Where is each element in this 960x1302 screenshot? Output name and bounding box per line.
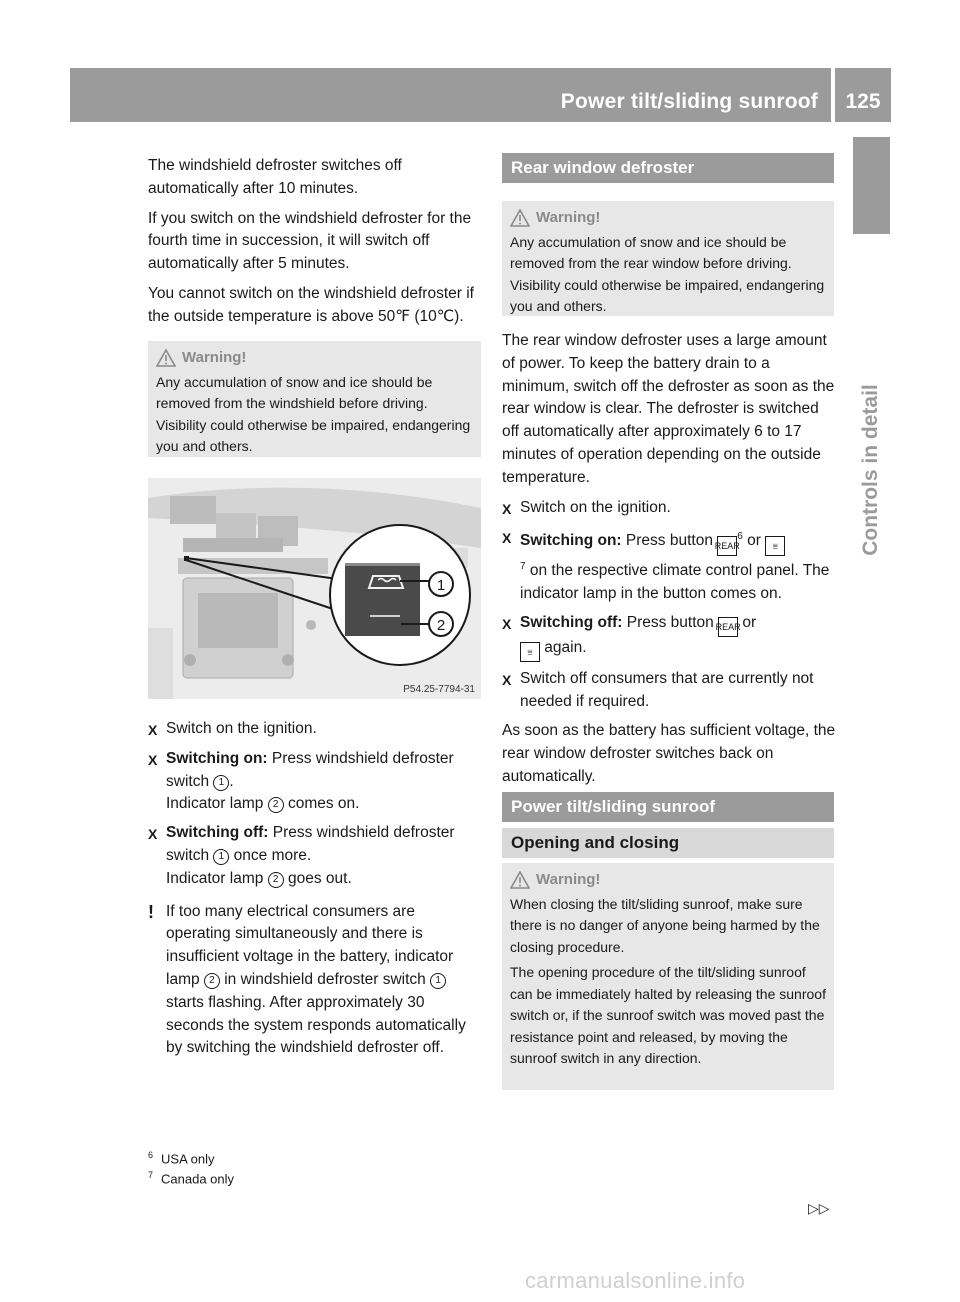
warning-label: Warning! bbox=[536, 209, 601, 226]
paragraph: If you switch on the windshield defroster for the fourth time in succession, it will switch off automatically after 5 minutes. bbox=[148, 209, 472, 273]
paragraph: You cannot switch on the windshield defroster if the outside temperature is above 50℉ (10℃). bbox=[148, 284, 474, 325]
note-block bbox=[148, 901, 482, 1061]
paragraph: As soon as the battery has sufficient voltage, the rear window defroster switches back on automatically. bbox=[502, 722, 836, 785]
chapter-tab-label: Controls in detail bbox=[859, 384, 882, 556]
step-text: Switch on the ignition. bbox=[166, 720, 317, 737]
step-marker-icon: X bbox=[148, 826, 158, 843]
step-marker-icon: X bbox=[502, 672, 512, 689]
warning-triangle-icon bbox=[510, 871, 530, 889]
step-text: Switching on: Press button REAR$^6$ or ⩸ $^7$ on the respective climate control panel. The indicator lamp in the button comes on. bbox=[520, 531, 830, 602]
rear-window-heat-icon: ⩸ bbox=[520, 642, 540, 662]
step-text: Switch on the ignition. bbox=[520, 498, 671, 516]
step-item bbox=[502, 612, 836, 663]
warning-triangle-icon bbox=[156, 349, 176, 367]
callout-1: 1 bbox=[436, 577, 446, 594]
section-heading: Power tilt/sliding sunroof bbox=[502, 792, 834, 822]
warning-triangle-icon bbox=[510, 209, 530, 227]
step-item bbox=[148, 718, 482, 742]
warning-box bbox=[148, 341, 481, 457]
footnote: $^7$ Canada only bbox=[148, 1170, 235, 1187]
subsection-heading: Opening and closing bbox=[502, 828, 834, 858]
step-marker-icon: X bbox=[502, 530, 512, 547]
step-marker-icon: X bbox=[148, 722, 158, 738]
callout-ref-1: 1 bbox=[213, 775, 229, 791]
left-steps bbox=[148, 718, 482, 1060]
section-heading: Rear window defroster bbox=[502, 153, 834, 183]
rear-window-heat-icon: ⩸ bbox=[765, 536, 785, 556]
right-column-body bbox=[502, 330, 836, 795]
warning-text: Any accumulation of snow and ice should be removed from the windshield before driving. Visibility could otherwise be impaired, endangering you and others. bbox=[156, 373, 471, 454]
rear-defrost-button-icon: REAR bbox=[718, 617, 738, 637]
rear-defrost-button-icon: REAR bbox=[717, 536, 737, 556]
step-text: Switching off: Press button REAR or ⩸ again. bbox=[520, 612, 836, 663]
step-item bbox=[502, 668, 836, 714]
paragraph: The rear window defroster uses a large amount of power. To keep the battery drain to a minimum, switch off the defroster as soon as the rear window is clear. The defroster is switched off automatically after approximately 6 to 17 minutes of operation depending on the outside temperature. bbox=[502, 332, 835, 486]
callout-ref-2: 2 bbox=[268, 797, 284, 813]
warning-text: When closing the tilt/sliding sunroof, make sure there is no danger of anyone being harmed by the closing procedure. bbox=[510, 895, 820, 955]
step-item bbox=[502, 526, 836, 605]
note-exclamation-icon: ! bbox=[148, 901, 154, 922]
warning-text: The opening procedure of the tilt/sliding sunroof can be immediately halted by releasing the sunroof switch or, if the sunroof switch was moved past the resistance point and released, by moving the sunroof switch in any direction. bbox=[510, 964, 826, 1066]
step-item bbox=[502, 497, 836, 521]
step-item bbox=[148, 822, 482, 890]
step-text: Switching off: Press windshield defroster switch 1 once more. Indicator lamp 2 goes out. bbox=[166, 824, 455, 887]
side-tab-block bbox=[853, 137, 890, 234]
warning-text: Any accumulation of snow and ice should be removed from the rear window before driving. Visibility could otherwise be impaired, endangering you and others. bbox=[510, 233, 825, 314]
warning-box bbox=[502, 201, 834, 316]
warning-box bbox=[502, 863, 834, 1090]
callout-ref-2: 2 bbox=[268, 872, 284, 888]
warning-label: Warning! bbox=[182, 349, 247, 366]
image-code: P54.25-7794-31 bbox=[403, 684, 475, 695]
callout-ref-1: 1 bbox=[213, 849, 229, 865]
page-number: 125 bbox=[845, 90, 881, 113]
step-marker-icon: X bbox=[148, 751, 158, 768]
footnote: $^6$ USA only bbox=[148, 1150, 215, 1167]
note-text: If too many electrical consumers are operating simultaneously and there is insufficient voltage in the battery, indicator lamp 2 in windshield defroster switch 1 starts flashing. After approximately 30 seconds the system responds automatically by switching the windshield defroster off. bbox=[166, 902, 466, 1057]
paragraph: The windshield defroster switches off automatically after 10 minutes. bbox=[148, 157, 402, 197]
section-title: Power tilt/sliding sunroof bbox=[560, 90, 818, 113]
watermark: carmanualsonline.info bbox=[525, 1268, 746, 1293]
step-item bbox=[148, 748, 482, 816]
left-column-intro bbox=[148, 155, 482, 336]
step-text: Switching on: Press windshield defroster switch 1 . Indicator lamp 2 comes on. bbox=[166, 749, 454, 813]
step-marker-icon: X bbox=[502, 615, 512, 632]
step-marker-icon: X bbox=[502, 500, 512, 517]
dashboard-photo bbox=[148, 478, 481, 699]
dashboard-illustration bbox=[148, 478, 481, 699]
callout-2: 2 bbox=[436, 617, 446, 634]
step-text: Switch off consumers that are currently not needed if required. bbox=[520, 670, 814, 711]
continue-arrows-icon: ▷▷ bbox=[808, 1200, 830, 1216]
warning-label: Warning! bbox=[536, 871, 601, 888]
